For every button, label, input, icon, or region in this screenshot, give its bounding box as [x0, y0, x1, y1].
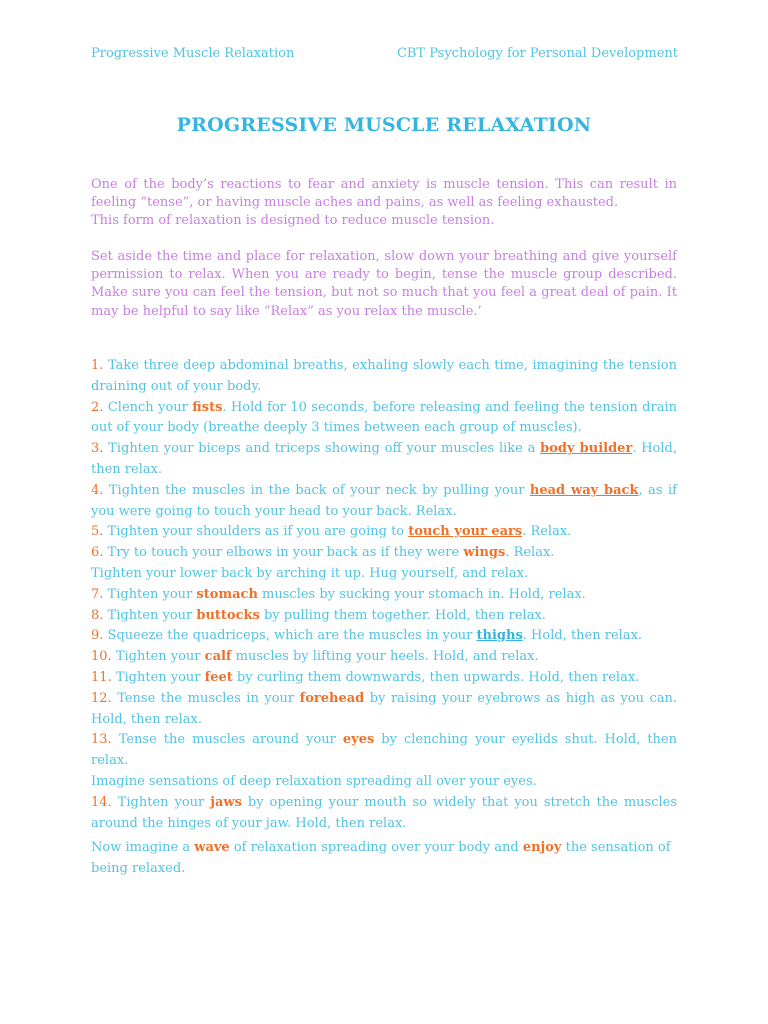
step-text: . Relax.: [505, 545, 555, 561]
step-text: . Hold, then relax.: [522, 628, 643, 644]
step-9: [91, 626, 677, 647]
intro-paragraph-2: Set aside the time and place for relaxation, slow down your breathing and give yourself permission to relax. When you are ready to begin, tense the muscle group described. Make sure you can feel the tension, but not so much that you feel a great deal of pain. It may be helpful to say like “Relax” as you relax the muscle.’: [91, 249, 677, 319]
step-text: Tense the muscles in your: [111, 690, 300, 706]
step-text: Try to touch your elbows in your back as if they were: [103, 545, 464, 561]
step-text: muscles by lifting your heels. Hold, and relax.: [231, 649, 539, 665]
step-text: muscles by sucking your stomach in. Hold, relax.: [257, 586, 586, 602]
step-7: [91, 585, 677, 606]
step-text: Clench your: [103, 399, 193, 415]
header-left: Progressive Muscle Relaxation: [91, 46, 295, 61]
step-text: by curling them downwards, then upwards. Hold, then relax.: [232, 669, 640, 685]
step-10: [91, 647, 677, 668]
step-keyword: touch your ears: [408, 524, 523, 540]
step-text: . Relax.: [522, 524, 572, 540]
step-6-continued: Tighten your lower back by arching it up. Hug yourself, and relax.: [91, 565, 529, 581]
intro-p1-text: One of the body’s reactions to fear and anxiety is muscle tension. This can result in feeling “tense”, or having muscle aches and pains, as well as feeling exhausted.: [91, 177, 677, 211]
step-text: . Hold for 10 seconds, before releasing and feeling the tension drain out of your body (breathe deeply 3 times between each group of muscles).: [91, 399, 677, 436]
step-keyword: buttocks: [196, 607, 260, 623]
step-14: [91, 793, 677, 835]
step-text: Tighten your shoulders as if you are going to: [103, 524, 409, 540]
step-13: [91, 730, 677, 772]
intro-paragraph-1: [91, 176, 677, 231]
step-text: Squeeze the quadriceps, which are the muscles in your: [103, 628, 477, 644]
step-keyword: stomach: [196, 586, 258, 602]
step-11: [91, 668, 677, 689]
step-12: [91, 689, 677, 731]
page-header: [91, 46, 678, 61]
step-number: 11.: [91, 669, 112, 685]
step-number: 6.: [91, 545, 104, 561]
step-number: 9.: [91, 628, 104, 644]
step-keyword: jaws: [210, 794, 242, 810]
step-text: Tighten your: [111, 649, 205, 665]
step-number: 5.: [91, 524, 104, 540]
step-keyword: feet: [204, 669, 233, 685]
page-title: PROGRESSIVE MUSCLE RELAXATION: [176, 114, 592, 136]
step-keyword: thighs: [476, 628, 523, 644]
step-keyword: head way back: [529, 482, 639, 498]
step-text: . Hold, then relax.: [91, 441, 677, 477]
steps-list: [91, 356, 677, 834]
step-text: by clenching your eyelids shut. Hold, then relax.: [91, 732, 677, 769]
closing-text: the sensation of being relaxed.: [91, 840, 671, 876]
step-text: Tighten your biceps and triceps showing off your muscles like a: [103, 441, 541, 457]
step-number: 8.: [91, 607, 104, 623]
step-keyword: body builder: [540, 441, 633, 457]
step-text: Tighten your: [103, 586, 197, 602]
step-4: [91, 481, 677, 523]
step-text: Tighten your: [111, 669, 205, 685]
step-text: Tighten your: [103, 607, 197, 623]
closing-keyword-wave: wave: [194, 840, 230, 855]
step-keyword: fists: [192, 399, 223, 415]
step-keyword: wings: [463, 545, 506, 561]
closing-paragraph: [91, 838, 677, 880]
step-5: [91, 522, 677, 543]
step-text: by opening your mouth so widely that you stretch the muscles around the hinges of your jaw. Hold, then relax.: [91, 794, 677, 831]
step-number: 12.: [91, 690, 112, 706]
closing-text: of relaxation spreading over your body and: [229, 840, 523, 855]
step-keyword: calf: [204, 649, 232, 665]
step-text: Tighten your: [111, 794, 211, 810]
step-3: [91, 439, 677, 481]
step-text: by raising your eyebrows as high as you can. Hold, then relax.: [91, 690, 677, 727]
step-number: 3.: [91, 441, 104, 457]
step-text: by pulling them together. Hold, then relax.: [259, 607, 546, 623]
step-text: , as if you were going to touch your head to your back. Relax.: [91, 482, 677, 519]
step-number: 1.: [91, 358, 104, 373]
step-number: 2.: [91, 399, 104, 415]
closing-text: Now imagine a: [91, 840, 195, 855]
step-1: [91, 356, 677, 398]
step-keyword: forehead: [299, 690, 365, 706]
step-text: Tense the muscles around your: [111, 732, 343, 748]
step-6: [91, 543, 677, 564]
step-2: [91, 398, 677, 440]
step-number: 13.: [91, 732, 112, 748]
closing-keyword-enjoy: enjoy: [522, 840, 562, 855]
step-13-continued: Imagine sensations of deep relaxation spreading all over your eyes.: [91, 773, 537, 789]
step-number: 14.: [91, 794, 112, 810]
step-number: 7.: [91, 586, 104, 602]
step-number: 10.: [91, 649, 112, 665]
step-text: Tighten the muscles in the back of your neck by pulling your: [103, 482, 530, 498]
step-text: Take three deep abdominal breaths, exhaling slowly each time, imagining the tension draining out of your body.: [91, 358, 677, 394]
step-number: 4.: [91, 482, 104, 498]
step-8: [91, 606, 677, 627]
step-keyword: eyes: [342, 732, 375, 748]
header-right: CBT Psychology for Personal Development: [396, 46, 678, 61]
intro-p1b-text: This form of relaxation is designed to reduce muscle tension.: [91, 213, 495, 229]
